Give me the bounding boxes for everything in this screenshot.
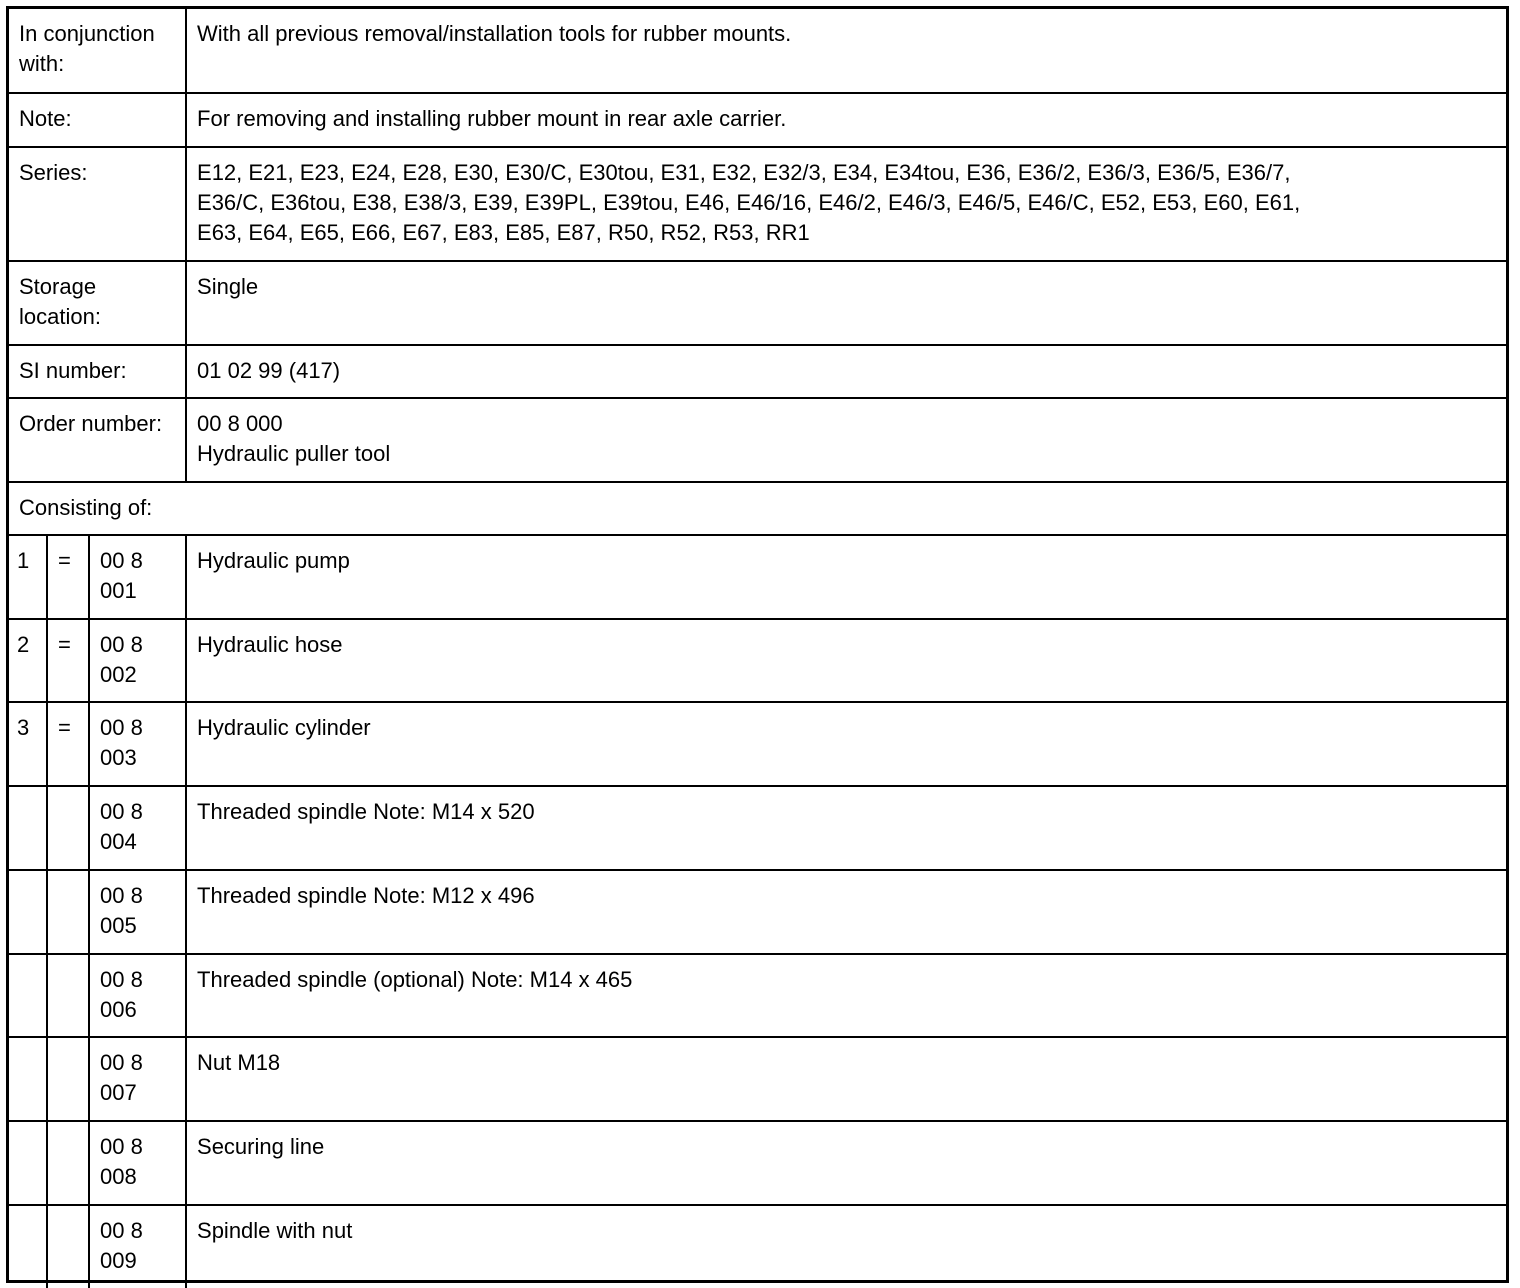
component-code: 00 8 001 bbox=[89, 535, 186, 619]
value-storage-location bbox=[186, 261, 1506, 345]
value-line: Hydraulic puller tool bbox=[197, 441, 391, 466]
component-row bbox=[9, 954, 1506, 1037]
special-tool-sheet bbox=[6, 6, 1509, 1283]
component-equals: = bbox=[47, 535, 89, 619]
component-description: Hydraulic pump bbox=[186, 535, 1506, 619]
tool-info-table bbox=[9, 9, 1506, 1288]
component-row bbox=[9, 702, 1506, 786]
row-storage-location bbox=[9, 261, 1506, 345]
row-note bbox=[9, 93, 1506, 147]
component-description: Spindle with nut bbox=[186, 1205, 1506, 1288]
value-line: Single bbox=[197, 274, 259, 299]
label-in-conjunction-with: In conjunction with: bbox=[9, 9, 186, 93]
label-storage-location: Storage location: bbox=[9, 261, 186, 345]
row-si-number bbox=[9, 345, 1506, 398]
component-equals: = bbox=[47, 702, 89, 786]
component-description: Securing line bbox=[186, 1121, 1506, 1205]
value-line: E12, E21, E23, E24, E28, E30, E30/C, E30tou, E31, E32, E32/3, E34, E34tou, E36, E36/2, E36/3, E36/5, E36/7, bbox=[197, 160, 1291, 185]
component-index bbox=[9, 870, 47, 954]
component-code: 00 8 009 bbox=[89, 1205, 186, 1288]
component-description: Nut M18 bbox=[186, 1037, 1506, 1121]
component-index bbox=[9, 1205, 47, 1288]
component-equals bbox=[47, 786, 89, 870]
component-equals bbox=[47, 1205, 89, 1288]
value-line: E36/C, E36tou, E38, E38/3, E39, E39PL, E39tou, E46, E46/16, E46/2, E46/3, E46/5, E46/C, E52, E53, E60, E61, bbox=[197, 190, 1301, 215]
component-code: 00 8 004 bbox=[89, 786, 186, 870]
value-line: 01 02 99 (417) bbox=[197, 358, 341, 383]
value-line: For removing and installing rubber mount in rear axle carrier. bbox=[197, 106, 787, 131]
component-code: 00 8 006 bbox=[89, 954, 186, 1037]
label-consisting-of: Consisting of: bbox=[9, 482, 1506, 535]
component-equals bbox=[47, 1037, 89, 1121]
value-si-number bbox=[186, 345, 1506, 398]
component-description: Hydraulic hose bbox=[186, 619, 1506, 702]
label-series: Series: bbox=[9, 147, 186, 261]
component-row bbox=[9, 535, 1506, 619]
row-series bbox=[9, 147, 1506, 261]
component-equals bbox=[47, 954, 89, 1037]
component-equals bbox=[47, 1121, 89, 1205]
component-equals: = bbox=[47, 619, 89, 702]
label-note: Note: bbox=[9, 93, 186, 147]
component-code: 00 8 007 bbox=[89, 1037, 186, 1121]
component-row bbox=[9, 1205, 1506, 1288]
value-line: 00 8 000 bbox=[197, 411, 283, 436]
component-index: 3 bbox=[9, 702, 47, 786]
value-in-conjunction-with bbox=[186, 9, 1506, 93]
component-row bbox=[9, 619, 1506, 702]
row-order-number bbox=[9, 398, 1506, 482]
component-description: Threaded spindle Note: M14 x 520 bbox=[186, 786, 1506, 870]
value-line: With all previous removal/installation tools for rubber mounts. bbox=[197, 21, 792, 46]
component-index bbox=[9, 954, 47, 1037]
component-index: 2 bbox=[9, 619, 47, 702]
component-code: 00 8 008 bbox=[89, 1121, 186, 1205]
component-description: Threaded spindle (optional) Note: M14 x 465 bbox=[186, 954, 1506, 1037]
component-code: 00 8 002 bbox=[89, 619, 186, 702]
row-consisting-of bbox=[9, 482, 1506, 535]
row-in-conjunction-with bbox=[9, 9, 1506, 93]
component-index bbox=[9, 1121, 47, 1205]
component-code: 00 8 005 bbox=[89, 870, 186, 954]
value-line: E63, E64, E65, E66, E67, E83, E85, E87, R50, R52, R53, RR1 bbox=[197, 220, 810, 245]
component-description: Threaded spindle Note: M12 x 496 bbox=[186, 870, 1506, 954]
component-row bbox=[9, 786, 1506, 870]
label-order-number: Order number: bbox=[9, 398, 186, 482]
value-order-number bbox=[186, 398, 1506, 482]
value-note bbox=[186, 93, 1506, 147]
component-index: 1 bbox=[9, 535, 47, 619]
component-row bbox=[9, 1121, 1506, 1205]
component-index bbox=[9, 1037, 47, 1121]
value-series bbox=[186, 147, 1506, 261]
component-index bbox=[9, 786, 47, 870]
component-row bbox=[9, 870, 1506, 954]
component-code: 00 8 003 bbox=[89, 702, 186, 786]
component-equals bbox=[47, 870, 89, 954]
label-si-number: SI number: bbox=[9, 345, 186, 398]
component-row bbox=[9, 1037, 1506, 1121]
component-description: Hydraulic cylinder bbox=[186, 702, 1506, 786]
